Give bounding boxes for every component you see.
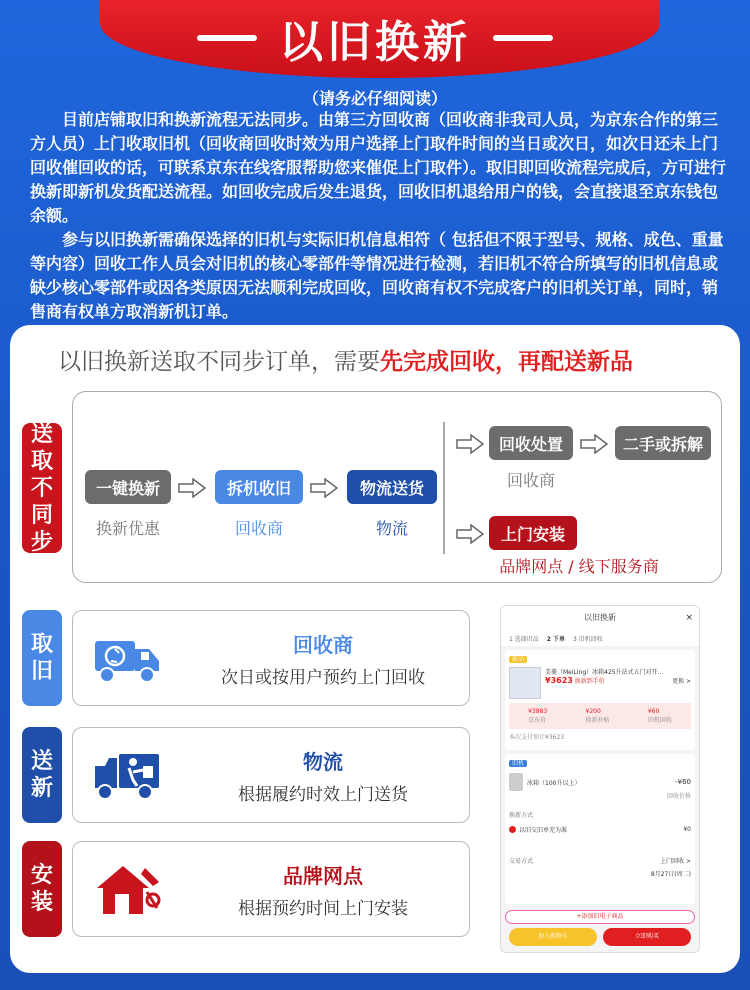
add-to-cart-button[interactable]: 加入购物车 xyxy=(509,928,597,946)
trade-value[interactable]: 上门回收 > xyxy=(660,858,691,865)
arrow-right-icon xyxy=(309,478,339,498)
async-tag-char: 送 xyxy=(30,421,53,447)
phone-step: 3 旧机回收 xyxy=(573,635,603,643)
calc-value: ¥60 旧机回收 xyxy=(647,708,672,724)
pay-method-label: 换新方式 xyxy=(509,812,534,819)
step-two-caption: 回收商 xyxy=(234,519,283,538)
notice-paragraph-2: 参与以旧换新需确保选择的旧机与实际旧机信息相符（ 包括但不限于型号、规格、成色、重量等内容）回收工作人员会对旧机的核心零部件等情况进行检测，若旧机不符合所填写的旧机信息或缺少核心零部件或因各类原因无法顺利完成回收，回收商有权不完成客户的旧机关订单，同时，销售商有权单方取消新机订单。 xyxy=(30,230,724,321)
arrow-right-icon xyxy=(177,478,207,498)
phone-screenshot xyxy=(500,605,700,953)
phone-title: 以旧换新 xyxy=(584,613,616,622)
headline-prefix: 以旧换新送取不同步订单，需要 xyxy=(58,349,380,375)
house-tools-icon xyxy=(93,860,165,920)
pickup-old-tag xyxy=(22,610,62,706)
step-second-hand-dismantle: 二手或拆解 xyxy=(615,426,711,460)
async-tag-char: 步 xyxy=(30,529,53,555)
calc-value: ¥3883 京东价 xyxy=(528,708,548,724)
recycler-row xyxy=(72,610,470,706)
tag-char: 装 xyxy=(30,890,53,915)
old-badge: 旧机 xyxy=(509,760,527,767)
title-dash-left xyxy=(197,35,257,41)
step-three-caption: 物流 xyxy=(375,519,408,538)
step-logistics-delivery: 物流送货 xyxy=(347,470,437,504)
row-desc: 根据预约时间上门安装 xyxy=(238,899,408,919)
fridge-icon xyxy=(509,773,523,791)
tag-char: 送 xyxy=(30,749,53,774)
arrow-right-icon xyxy=(579,434,609,454)
old-item-section xyxy=(505,754,695,904)
notice-paragraph-1: 目前店铺取旧和换新流程无法同步。由第三方回收商（回收商非我司人员，为京东合作的第三方人员）上门收取旧机（回收商回收时效为用户选择上门取件时间的当日或次日，如次日还未上门回收催回收的话，可联系京东在线客服帮助您来催促上门取件）。取旧即回收流程完成后，方可进行换新即新机发货配送流程。如回收完成后发生退货，回收旧机退给用户的钱，会直接退至京东钱包余额。 xyxy=(30,110,727,225)
price-note: 换新到手价 xyxy=(574,678,605,685)
row-title: 品牌网点 xyxy=(283,864,363,888)
row-desc: 根据履约时效上门送货 xyxy=(238,785,408,805)
change-link[interactable]: 更换 > xyxy=(672,678,691,685)
row-title: 回收商 xyxy=(293,633,353,657)
close-icon[interactable]: × xyxy=(685,613,693,623)
process-headline xyxy=(58,343,633,376)
notice-text xyxy=(30,108,730,324)
step-one-click-exchange: 一键换新 xyxy=(85,470,171,504)
async-tag-char: 取 xyxy=(30,448,53,474)
trade-label: 交易方式 xyxy=(509,858,534,865)
title-dash-right xyxy=(493,35,553,41)
product-name: 美菱（MeiLing）冰箱425升法式五门对开... xyxy=(545,669,664,676)
branch-line xyxy=(443,422,445,554)
flow-diagram xyxy=(72,391,722,583)
arrow-right-icon xyxy=(455,434,485,454)
buy-now-button[interactable]: 立即购买 xyxy=(603,928,691,946)
tag-char: 新 xyxy=(30,776,53,801)
async-tag xyxy=(22,423,62,553)
tag-char: 取 xyxy=(30,632,53,657)
install-tag xyxy=(22,841,62,937)
page-subtitle: （请务必仔细阅读） xyxy=(302,89,447,108)
option-label: 以旧交旧单充为准 xyxy=(519,827,568,834)
product-thumbnail xyxy=(509,667,541,699)
phone-header xyxy=(501,606,699,630)
phone-step: 1 选择旧品 xyxy=(509,635,539,643)
arrow-right-icon xyxy=(455,524,485,544)
recycle-truck-icon xyxy=(93,629,165,689)
price-calc xyxy=(509,703,691,729)
phone-steps xyxy=(501,630,699,646)
step-onsite-install: 上门安装 xyxy=(489,516,577,550)
async-tag-char: 同 xyxy=(30,502,53,528)
new-product-section xyxy=(505,650,695,750)
step-four-caption: 回收商 xyxy=(506,471,555,490)
new-badge: 新品 xyxy=(509,656,527,663)
row-title: 物流 xyxy=(303,750,343,774)
delivery-truck-icon xyxy=(93,746,165,806)
step-recycle-disposal: 回收处置 xyxy=(489,426,573,460)
step-dismantle-collect: 拆机收旧 xyxy=(215,470,303,504)
page-title: 以旧换新 xyxy=(279,17,471,68)
old-note: 回收价格 xyxy=(666,793,691,800)
headline-highlight: 先完成回收，再配送新品 xyxy=(380,349,633,375)
logistics-row xyxy=(72,727,470,823)
step-one-caption: 换新优惠 xyxy=(95,519,160,538)
calc-value: ¥200 换新补贴 xyxy=(585,708,610,724)
phone-step: 2 下单 xyxy=(546,635,565,643)
old-item-name: 冰箱（100升以上） xyxy=(527,779,581,787)
process-card xyxy=(10,325,740,973)
deliver-new-tag xyxy=(22,727,62,823)
step-six-caption: 品牌网点 / 线下服务商 xyxy=(499,557,659,576)
brand-outlet-row xyxy=(72,841,470,937)
tag-char: 旧 xyxy=(30,659,53,684)
title-row xyxy=(0,8,750,68)
product-price: ¥3623 xyxy=(545,676,573,685)
row-desc: 次日或按用户预约上门回收 xyxy=(221,668,425,688)
old-item-price: -¥60 xyxy=(675,778,691,786)
checked-icon[interactable] xyxy=(509,826,516,833)
trade-date: 8月27日(周二) xyxy=(650,871,691,878)
async-tag-char: 不 xyxy=(30,475,53,501)
add-old-item-button[interactable]: +添加旧电子商品 xyxy=(505,910,695,924)
tag-char: 安 xyxy=(30,863,53,888)
option-value: ¥0 xyxy=(683,826,691,833)
pay-note: 本次支付预计¥3623 xyxy=(509,734,565,741)
